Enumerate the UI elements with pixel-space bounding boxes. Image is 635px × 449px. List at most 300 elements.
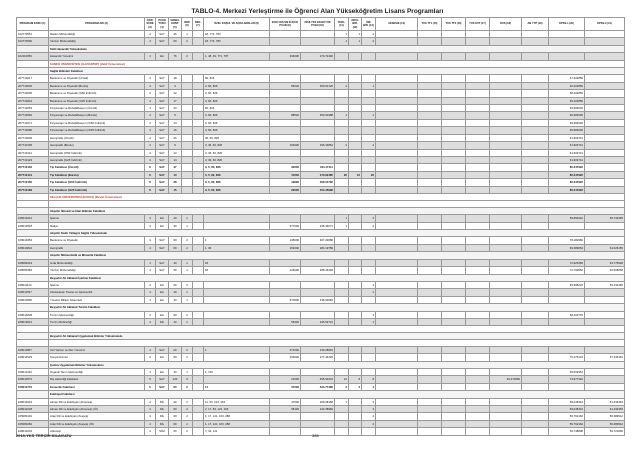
faculty-row xyxy=(17,304,625,311)
table-cell: 108011537 xyxy=(17,289,49,296)
table-cell xyxy=(418,296,442,303)
table-cell: 4 xyxy=(145,267,156,274)
program-code xyxy=(17,274,49,281)
table-cell: 102770060 xyxy=(17,38,49,45)
table-cell: 68.202856 xyxy=(549,90,585,97)
table-cell xyxy=(490,259,522,266)
table-cell xyxy=(193,119,204,126)
table-cell: SAY xyxy=(156,38,169,45)
table-cell: 76 xyxy=(169,53,182,60)
table-cell xyxy=(270,119,301,126)
table-cell xyxy=(193,164,204,171)
table-cell xyxy=(418,156,442,163)
table-cell: 2 xyxy=(182,413,193,420)
table-cell xyxy=(522,82,549,89)
table-cell xyxy=(418,119,442,126)
column-header: 2018-YKS EN BÜYÜK PUAN (10) xyxy=(301,18,335,31)
table-cell: 4 xyxy=(145,75,156,82)
table-cell: 4 xyxy=(145,368,156,375)
table-cell xyxy=(349,222,362,229)
table-cell: 17 xyxy=(169,97,182,104)
table-cell: 5 xyxy=(169,142,182,149)
table-cell xyxy=(466,237,490,244)
table-row xyxy=(17,398,625,405)
table-cell: 80.347922 xyxy=(549,164,585,171)
table-cell: 88520 xyxy=(270,112,301,119)
table-cell xyxy=(349,75,362,82)
table-cell xyxy=(193,75,204,82)
table-cell: 4 xyxy=(145,289,156,296)
table-cell: 570000 xyxy=(270,296,301,303)
table-row xyxy=(17,259,625,266)
table-cell: 269.08168 xyxy=(301,398,335,405)
table-cell xyxy=(349,346,362,353)
table-cell: 2 xyxy=(182,244,193,251)
table-cell xyxy=(549,53,585,60)
table-cell xyxy=(182,179,193,186)
table-cell: Hemşirelik (%25 İndirimli) xyxy=(49,156,145,163)
table-cell: SAY xyxy=(156,346,169,353)
table-cell xyxy=(301,368,335,375)
table-cell xyxy=(585,171,625,178)
table-cell xyxy=(418,215,442,222)
table-row xyxy=(17,171,625,178)
table-cell: SAY xyxy=(156,119,169,126)
table-cell xyxy=(182,97,193,104)
table-cell: 108014828 xyxy=(17,311,49,318)
table-cell xyxy=(442,281,466,288)
table-cell xyxy=(466,31,490,38)
table-cell: 4 xyxy=(145,82,156,89)
table-cell: 69.998222 xyxy=(549,281,585,288)
table-cell: 2 xyxy=(349,383,362,390)
table-cell: 1 xyxy=(182,259,193,266)
university-name: SELÇUK ÜNİVERSİTESİ (KONYA) (Devlet Üniversitesi) xyxy=(49,193,625,200)
table-cell xyxy=(193,149,204,156)
table-row xyxy=(17,296,625,303)
table-cell xyxy=(585,156,625,163)
table-cell xyxy=(362,244,376,251)
table-cell xyxy=(466,267,490,274)
table-cell xyxy=(490,428,522,435)
table-cell xyxy=(442,420,466,427)
table-cell: 1 xyxy=(362,112,376,119)
table-cell: Fizyoterapi ve Rehabilitasyon (Burslu) xyxy=(49,112,145,119)
table-cell xyxy=(362,149,376,156)
table-cell xyxy=(549,346,585,353)
table-cell xyxy=(466,164,490,171)
table-row xyxy=(17,368,625,375)
table-cell: SAY xyxy=(156,31,169,38)
table-cell: SAY xyxy=(156,164,169,171)
table-cell xyxy=(442,134,466,141)
table-cell xyxy=(335,179,349,186)
table-cell xyxy=(418,127,442,134)
table-cell: 4 xyxy=(145,142,156,149)
table-cell: 6 xyxy=(145,171,156,178)
table-cell xyxy=(376,149,418,156)
table-cell: 59.734465 xyxy=(585,215,625,222)
table-cell xyxy=(376,368,418,375)
table-cell: Turizm İşletmeciliği xyxy=(49,311,145,318)
table-cell xyxy=(376,281,418,288)
table-cell: 2 xyxy=(182,354,193,361)
table-cell xyxy=(466,127,490,134)
table-cell: 65.069351 xyxy=(549,368,585,375)
table-cell: 2 xyxy=(182,420,193,427)
table-cell xyxy=(335,267,349,274)
table-cell: 2 xyxy=(182,428,193,435)
table-cell: 2 xyxy=(362,142,376,149)
table-cell xyxy=(301,289,335,296)
table-cell xyxy=(270,289,301,296)
table-cell: 4 xyxy=(145,112,156,119)
table-cell: 60.984636 xyxy=(549,112,585,119)
table-row xyxy=(17,376,625,383)
table-cell xyxy=(522,127,549,134)
table-cell xyxy=(335,156,349,163)
table-cell xyxy=(362,75,376,82)
table-cell xyxy=(466,171,490,178)
table-cell: SAY xyxy=(156,112,169,119)
table-cell: 4 xyxy=(145,134,156,141)
table-cell xyxy=(466,38,490,45)
table-cell xyxy=(301,149,335,156)
table-cell xyxy=(522,134,549,141)
table-cell xyxy=(349,244,362,251)
table-cell xyxy=(301,134,335,141)
table-cell: 2 xyxy=(362,31,376,38)
table-cell: Alman Dili ve Edebiyatı (Almanca) (İÖ) xyxy=(49,406,145,413)
table-cell: 40 xyxy=(169,259,182,266)
table-cell xyxy=(193,244,204,251)
table-row xyxy=(17,420,625,427)
table-cell: 8 xyxy=(362,376,376,383)
table-cell xyxy=(193,237,204,244)
table-cell xyxy=(335,90,349,97)
table-cell: 4 xyxy=(145,428,156,435)
table-cell: SAY xyxy=(156,267,169,274)
table-cell xyxy=(193,296,204,303)
table-cell xyxy=(376,289,418,296)
table-cell xyxy=(193,420,204,427)
table-cell xyxy=(466,134,490,141)
table-cell: 11 xyxy=(204,383,270,390)
table-cell xyxy=(349,259,362,266)
table-cell xyxy=(349,237,362,244)
table-cell xyxy=(193,31,204,38)
table-cell xyxy=(522,179,549,186)
table-cell: 21600 xyxy=(270,376,301,383)
table-cell xyxy=(376,244,418,251)
table-cell: EA xyxy=(156,368,169,375)
table-cell: 40 xyxy=(169,215,182,222)
table-row xyxy=(17,346,625,353)
table-cell: 207710044 xyxy=(17,97,49,104)
table-cell: 14 xyxy=(169,119,182,126)
table-row xyxy=(17,354,625,361)
table-cell xyxy=(442,406,466,413)
column-header: DUS (18) xyxy=(490,18,522,31)
table-cell xyxy=(466,90,490,97)
table-cell xyxy=(442,112,466,119)
table-cell: 102770051 xyxy=(17,31,49,38)
column-header: 2018-YKS EN KÜÇÜK PUAN (9) xyxy=(270,18,301,31)
table-cell: 69.202856 xyxy=(549,97,585,104)
table-cell xyxy=(522,171,549,178)
table-cell: 207710071 xyxy=(17,119,49,126)
table-cell: 72.925456 xyxy=(549,259,585,266)
table-cell xyxy=(522,406,549,413)
table-cell xyxy=(490,237,522,244)
table-cell: Yönetim Bilişim Sistemleri xyxy=(49,296,145,303)
table-cell xyxy=(442,346,466,353)
table-cell xyxy=(193,318,204,325)
table-cell xyxy=(522,31,549,38)
table-cell xyxy=(193,413,204,420)
table-cell: Hemşirelik xyxy=(49,244,145,251)
table-body xyxy=(17,31,625,436)
table-cell: 61.903741 xyxy=(549,156,585,163)
table-cell: 4 xyxy=(145,156,156,163)
table-cell: 1 xyxy=(362,311,376,318)
table-cell: 288.34249 xyxy=(301,267,335,274)
table-row xyxy=(17,142,625,149)
table-cell: Gıda Mühendisliği xyxy=(49,259,145,266)
table-cell xyxy=(490,53,522,60)
table-row xyxy=(17,112,625,119)
table-cell xyxy=(418,171,442,178)
table-cell xyxy=(466,354,490,361)
table-cell xyxy=(376,383,418,390)
table-cell: 1 xyxy=(182,267,193,274)
table-cell: 3, 5, 60, 826 xyxy=(204,164,270,171)
table-cell: 76.476101 xyxy=(549,354,585,361)
table-cell: 51.434353 xyxy=(585,406,625,413)
table-cell xyxy=(466,156,490,163)
table-cell xyxy=(490,164,522,171)
table-cell: 20 xyxy=(362,171,376,178)
table-cell xyxy=(376,346,418,353)
table-cell xyxy=(466,376,490,383)
table-cell: 4 xyxy=(145,105,156,112)
table-cell: 56400 xyxy=(270,318,301,325)
table-cell: 46 xyxy=(169,31,182,38)
page-number: 386 xyxy=(312,433,319,438)
table-cell: Organik Tarım İşletmeciliği xyxy=(49,368,145,375)
table-cell xyxy=(270,134,301,141)
table-cell xyxy=(376,127,418,134)
table-cell: 16 xyxy=(169,127,182,134)
table-cell: 60 xyxy=(169,406,182,413)
table-cell xyxy=(466,244,490,251)
table-row xyxy=(17,318,625,325)
faculty-row xyxy=(17,207,625,214)
table-cell xyxy=(270,156,301,163)
table-cell xyxy=(349,420,362,427)
table-cell xyxy=(466,406,490,413)
table-cell xyxy=(362,119,376,126)
column-header: TUS TT2 (16) xyxy=(442,18,466,31)
table-cell: 4 xyxy=(145,346,156,353)
table-cell: 2 xyxy=(335,82,349,89)
table-cell xyxy=(376,82,418,89)
table-cell: 108011558 xyxy=(17,296,49,303)
table-cell: 58100 xyxy=(270,406,301,413)
university-row xyxy=(17,193,625,200)
table-cell xyxy=(522,318,549,325)
table-cell xyxy=(466,75,490,82)
table-cell xyxy=(349,119,362,126)
table-cell xyxy=(349,156,362,163)
table-cell xyxy=(522,398,549,405)
table-cell xyxy=(193,38,204,45)
table-cell xyxy=(490,289,522,296)
table-cell: 61.903741 xyxy=(549,134,585,141)
table-cell: 4 xyxy=(362,383,376,390)
table-cell xyxy=(376,420,418,427)
table-cell: 455.91001 xyxy=(301,376,335,383)
table-cell xyxy=(349,398,362,405)
table-cell: Alman Dili ve Edebiyatı (Almanca) xyxy=(49,398,145,405)
table-cell xyxy=(522,164,549,171)
table-cell xyxy=(301,311,335,318)
table-cell: Fizyoterapi ve Rehabilitasyon (%50 İndirimli) xyxy=(49,119,145,126)
table-cell: Beslenme ve Diyetetik (%50 İndirimli) xyxy=(49,90,145,97)
table-cell xyxy=(490,90,522,97)
table-cell xyxy=(442,31,466,38)
table-cell xyxy=(442,428,466,435)
table-cell xyxy=(442,215,466,222)
table-cell xyxy=(549,38,585,45)
table-cell: 296.33864 xyxy=(301,142,335,149)
column-header: KPSS-1 (20) xyxy=(549,18,585,31)
table-cell: 59.234465 xyxy=(585,281,625,288)
program-code xyxy=(17,193,49,200)
table-cell: 15230 xyxy=(270,171,301,178)
table-cell xyxy=(442,259,466,266)
table-cell xyxy=(522,354,549,361)
table-cell: 59.721800 xyxy=(585,428,625,435)
table-cell xyxy=(522,383,549,390)
table-cell xyxy=(585,311,625,318)
table-cell xyxy=(585,97,625,104)
table-cell xyxy=(442,289,466,296)
table-cell: DİL xyxy=(156,398,169,405)
table-cell: 3, 60, 826 xyxy=(204,82,270,89)
table-cell xyxy=(585,318,625,325)
table-cell: Eczacılık Fakültesi xyxy=(49,383,145,390)
column-header: DEK. (7) xyxy=(193,18,204,31)
table-cell xyxy=(376,156,418,163)
column-header: YERL. (11) xyxy=(335,18,349,31)
table-cell xyxy=(585,31,625,38)
table-cell: 3, 60, 826 xyxy=(204,112,270,119)
table-cell: EA xyxy=(156,289,169,296)
table-cell: 1 xyxy=(362,318,376,325)
table-cell xyxy=(466,318,490,325)
table-cell xyxy=(349,289,362,296)
table-cell: SAY xyxy=(156,244,169,251)
table-cell xyxy=(442,127,466,134)
table-cell: 2 xyxy=(182,53,193,60)
table-cell xyxy=(204,296,270,303)
table-cell: 151000 xyxy=(270,244,301,251)
table-cell xyxy=(585,164,625,171)
table-cell xyxy=(418,413,442,420)
table-cell xyxy=(585,53,625,60)
table-cell: SAY xyxy=(156,90,169,97)
table-cell xyxy=(522,156,549,163)
table-cell xyxy=(442,179,466,186)
table-cell xyxy=(418,354,442,361)
table-cell: 1 xyxy=(349,38,362,45)
table-row xyxy=(17,156,625,163)
table-cell: 60 xyxy=(169,38,182,45)
table-row xyxy=(17,105,625,112)
table-cell: EA xyxy=(156,53,169,60)
table-cell xyxy=(442,398,466,405)
table-cell: 40 xyxy=(169,296,182,303)
table-cell: 4 xyxy=(145,53,156,60)
table-cell: 245.62731 xyxy=(301,318,335,325)
table-cell: 108010234 xyxy=(17,428,49,435)
table-row xyxy=(17,149,625,156)
table-cell: 2 xyxy=(362,420,376,427)
table-cell: 59.890222 xyxy=(549,215,585,222)
table-cell xyxy=(193,406,204,413)
table-cell xyxy=(442,149,466,156)
table-cell xyxy=(522,244,549,251)
table-cell: 3, 5, 60, 826 xyxy=(204,179,270,186)
table-cell: 1 xyxy=(335,31,349,38)
column-header: TUS TT1 (15) xyxy=(418,18,442,31)
table-cell: 3, 60, 826 xyxy=(204,90,270,97)
table-cell xyxy=(335,75,349,82)
table-cell xyxy=(442,164,466,171)
table-cell: 56.389512 xyxy=(585,420,625,427)
table-cell xyxy=(301,156,335,163)
table-row xyxy=(17,311,625,318)
table-cell: 60 xyxy=(169,413,182,420)
program-code xyxy=(17,332,49,339)
table-cell xyxy=(349,149,362,156)
table-cell xyxy=(490,142,522,149)
table-cell: 102110059 xyxy=(17,53,49,60)
table-cell: Beslenme ve Diyetetik (Burslu) xyxy=(49,82,145,89)
table-cell xyxy=(490,82,522,89)
table-cell: 1 xyxy=(204,237,270,244)
table-cell: 2 xyxy=(182,311,193,318)
table-cell xyxy=(585,237,625,244)
table-cell: 80.347922 xyxy=(549,179,585,186)
table-cell xyxy=(270,281,301,288)
table-cell xyxy=(418,368,442,375)
table-cell xyxy=(418,318,442,325)
table-cell xyxy=(335,244,349,251)
table-cell xyxy=(522,420,549,427)
table-cell: 108010572 xyxy=(17,376,49,383)
table-cell xyxy=(362,134,376,141)
table-cell: 47 xyxy=(169,164,182,171)
table-cell: Acil Yardım ve Afet Yönetimi xyxy=(49,346,145,353)
table-cell xyxy=(490,215,522,222)
table-cell xyxy=(418,134,442,141)
table-cell xyxy=(204,311,270,318)
table-cell xyxy=(466,428,490,435)
table-cell xyxy=(442,376,466,383)
table-cell: 3, 60, 826 xyxy=(204,127,270,134)
